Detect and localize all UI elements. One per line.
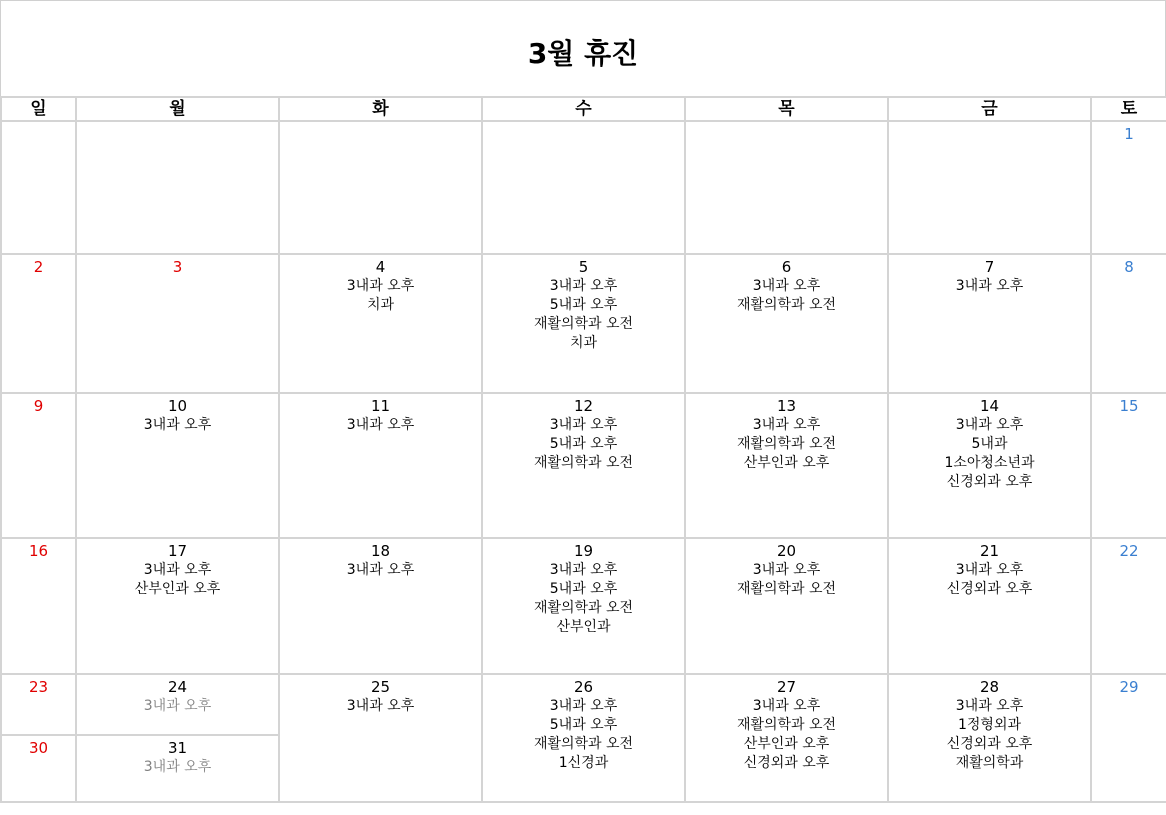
empty-cell [76, 121, 279, 254]
day-number: 30 [28, 739, 49, 757]
day-number: 16 [28, 542, 49, 560]
day-number: 19 [573, 542, 594, 560]
closure-entry: 재활의학과 오전 [736, 297, 837, 313]
day-cell-5 [482, 254, 685, 393]
closure-entry: 1정형외과 [957, 717, 1021, 733]
day-number: 22 [1119, 542, 1139, 560]
weekday-thu: 목 [685, 97, 888, 121]
day-cell-7 [888, 254, 1091, 393]
day-number: 12 [573, 397, 594, 415]
day-cell-28 [888, 674, 1091, 802]
day-number: 11 [370, 397, 391, 415]
closure-entry: 3내과 오후 [752, 698, 821, 714]
day-cell-14 [888, 393, 1091, 538]
day-cell-29 [1091, 674, 1166, 802]
day-cell-3 [76, 254, 279, 393]
day-cell-18 [279, 538, 482, 674]
day-number: 6 [781, 258, 792, 276]
closure-entry: 3내과 오후 [346, 278, 415, 294]
day-cell-10 [76, 393, 279, 538]
day-cell-17 [76, 538, 279, 674]
week-row-1 [1, 121, 1166, 254]
week-row-2 [1, 254, 1166, 393]
day-number: 23 [28, 678, 49, 696]
day-number: 25 [370, 678, 391, 696]
closure-entry: 5내과 오후 [549, 581, 618, 597]
day-number: 18 [370, 542, 391, 560]
empty-cell [279, 121, 482, 254]
day-number: 4 [375, 258, 386, 276]
day-cell-21 [888, 538, 1091, 674]
closure-entry: 신경외과 오후 [946, 736, 1033, 752]
day-cell-4 [279, 254, 482, 393]
day-cell-22 [1091, 538, 1166, 674]
closure-entry: 신경외과 오후 [946, 474, 1033, 490]
day-cell-12 [482, 393, 685, 538]
day-number: 28 [979, 678, 1000, 696]
day-cell-26 [482, 674, 685, 802]
closure-entry: 3내과 오후 [549, 417, 618, 433]
day-number: 9 [33, 397, 44, 415]
closure-entry: 재활의학과 오전 [533, 736, 634, 752]
weekday-fri: 금 [888, 97, 1091, 121]
day-number: 15 [1119, 397, 1139, 415]
closure-entry: 치과 [569, 335, 598, 351]
closure-entry: 산부인과 [556, 619, 611, 635]
day-number: 24 [167, 678, 188, 696]
weekday-sat: 토 [1091, 97, 1166, 121]
closure-entry: 재활의학과 오전 [736, 436, 837, 452]
closure-entry: 3내과 오후 [549, 562, 618, 578]
day-number: 17 [167, 542, 188, 560]
day-cell-20 [685, 538, 888, 674]
closure-entry: 3내과 오후 [752, 417, 821, 433]
week-row-5 [1, 674, 1166, 735]
closure-entry: 3내과 오후 [955, 698, 1024, 714]
closure-entry: 산부인과 오후 [743, 736, 830, 752]
empty-cell [482, 121, 685, 254]
day-number: 27 [776, 678, 797, 696]
closure-entry: 3내과 오후 [143, 759, 212, 775]
day-cell-13 [685, 393, 888, 538]
closure-entry: 3내과 오후 [955, 562, 1024, 578]
calendar-grid [0, 96, 1166, 803]
week-row-4 [1, 538, 1166, 674]
closure-entry: 신경외과 오후 [946, 581, 1033, 597]
closure-entry: 3내과 오후 [346, 417, 415, 433]
day-number: 31 [167, 739, 188, 757]
closure-entry: 3내과 오후 [549, 698, 618, 714]
day-cell-19 [482, 538, 685, 674]
day-number: 1 [1124, 125, 1134, 143]
day-cell-25 [279, 674, 482, 802]
closure-entry: 3내과 오후 [752, 562, 821, 578]
day-number: 10 [167, 397, 188, 415]
day-number: 29 [1119, 678, 1139, 696]
closure-entry: 3내과 오후 [143, 562, 212, 578]
day-number: 14 [979, 397, 1000, 415]
closure-entry: 5내과 오후 [549, 297, 618, 313]
day-cell-30 [1, 735, 76, 802]
day-cell-15 [1091, 393, 1166, 538]
weekday-tue: 화 [279, 97, 482, 121]
closure-entry: 재활의학과 오전 [533, 600, 634, 616]
day-cell-6 [685, 254, 888, 393]
closure-entry: 3내과 오후 [346, 698, 415, 714]
closure-entry: 3내과 오후 [955, 278, 1024, 294]
day-number: 20 [776, 542, 797, 560]
day-cell-24 [76, 674, 279, 735]
empty-cell [888, 121, 1091, 254]
day-cell-8 [1091, 254, 1166, 393]
closure-entry: 치과 [366, 297, 395, 313]
day-number: 13 [776, 397, 797, 415]
day-number: 7 [984, 258, 995, 276]
day-number: 3 [172, 258, 183, 276]
day-cell-23 [1, 674, 76, 735]
closure-entry: 1소아청소년과 [944, 455, 1035, 471]
closure-entry: 재활의학과 오전 [533, 455, 634, 471]
empty-cell [1, 121, 76, 254]
closure-entry: 5내과 [971, 436, 1008, 452]
weekday-header-row [1, 97, 1166, 121]
weekday-wed: 수 [482, 97, 685, 121]
day-cell-27 [685, 674, 888, 802]
closure-entry: 5내과 오후 [549, 436, 618, 452]
week-row-3 [1, 393, 1166, 538]
weekday-mon: 월 [76, 97, 279, 121]
closure-entry: 재활의학과 오전 [736, 581, 837, 597]
day-number: 2 [33, 258, 44, 276]
closure-entry: 1신경과 [558, 755, 609, 771]
day-cell-1 [1091, 121, 1166, 254]
closure-entry: 신경외과 오후 [743, 755, 830, 771]
closure-entry: 산부인과 오후 [743, 455, 830, 471]
closure-entry: 산부인과 오후 [134, 581, 221, 597]
day-number: 8 [1124, 258, 1134, 276]
day-cell-11 [279, 393, 482, 538]
closure-entry: 3내과 오후 [955, 417, 1024, 433]
closure-entry: 3내과 오후 [346, 562, 415, 578]
closure-entry: 3내과 오후 [752, 278, 821, 294]
closure-entry: 3내과 오후 [143, 417, 212, 433]
calendar-title: 3월 휴진 [0, 0, 1166, 97]
empty-cell [685, 121, 888, 254]
day-number: 26 [573, 678, 594, 696]
day-cell-31 [76, 735, 279, 802]
closure-entry: 재활의학과 오전 [736, 717, 837, 733]
closure-entry: 3내과 오후 [143, 698, 212, 714]
closure-entry: 3내과 오후 [549, 278, 618, 294]
day-cell-16 [1, 538, 76, 674]
closure-entry: 재활의학과 [955, 755, 1024, 771]
closure-entry: 재활의학과 오전 [533, 316, 634, 332]
weekday-sun: 일 [1, 97, 76, 121]
day-number: 5 [578, 258, 589, 276]
day-cell-2 [1, 254, 76, 393]
closure-entry: 5내과 오후 [549, 717, 618, 733]
day-cell-9 [1, 393, 76, 538]
day-number: 21 [979, 542, 1000, 560]
